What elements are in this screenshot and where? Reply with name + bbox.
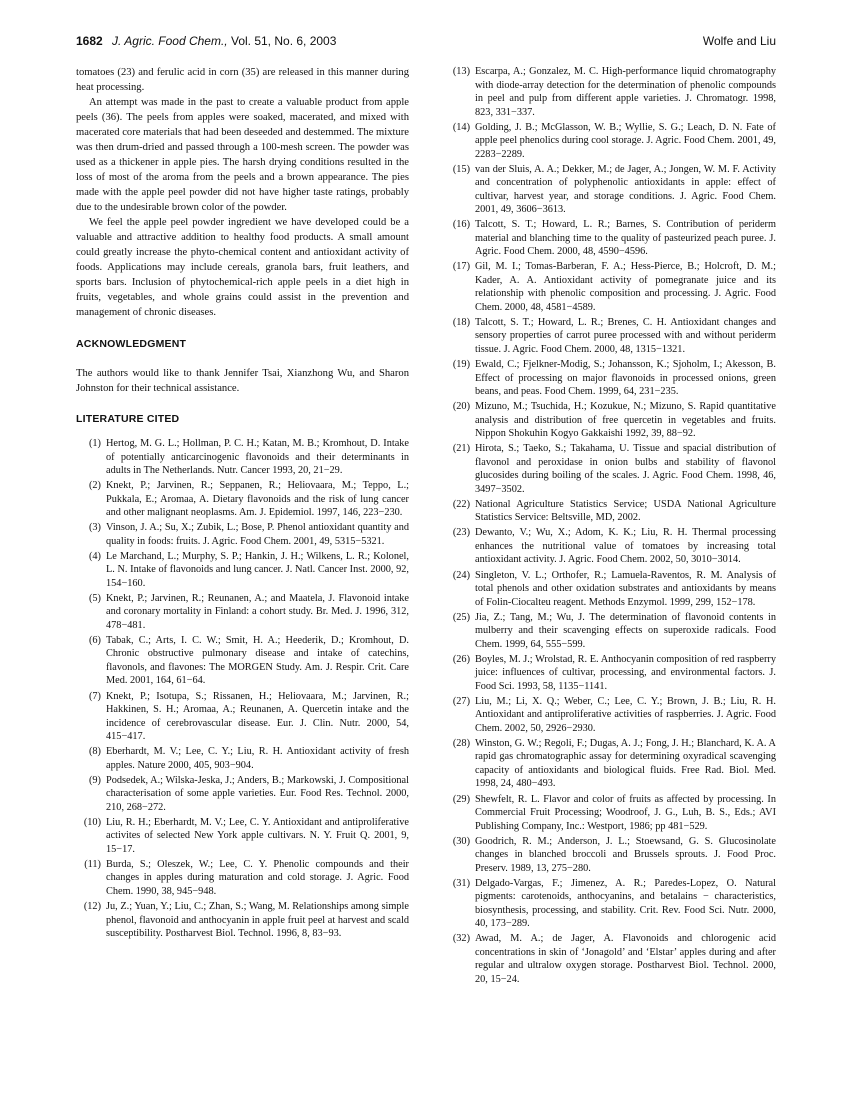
reference-item xyxy=(445,218,776,259)
literature-heading: LITERATURE CITED xyxy=(76,413,180,425)
reference-number: (12) xyxy=(83,901,101,913)
reference-number: (11) xyxy=(84,858,101,870)
reference-item xyxy=(76,690,409,744)
reference-item xyxy=(445,653,776,694)
reference-item xyxy=(445,316,776,357)
reference-text: van der Sluis, A. A.; Dekker, M.; de Jager, A.; Jongen, W. M. F. Activity and concentration of polyphenolic antioxidants in apple: effect of cultivar, harvest year, and storage conditions. J. Agric. Food Chem. 2001, 49, 3606−3613. xyxy=(475,163,776,216)
reference-text: Mizuno, M.; Tsuchida, H.; Kozukue, N.; Mizuno, S. Rapid quantitative analysis and distribution of free quercetin in vegetables and fruits. Nippon Shokuhin Kogyo Gakkaishi 1992, 39, 88−92. xyxy=(475,401,776,440)
reference-number: (1) xyxy=(88,438,101,449)
reference-list-right xyxy=(445,65,776,986)
reference-text: Liu, R. H.; Eberhardt, M. V.; Lee, C. Y. Antioxidant and antiproliferative activites of selected New York apple cultivars. N. Y. Fruit Q. 2001, 9, 15−17. xyxy=(106,816,409,855)
reference-text: National Agriculture Statistics Service; USDA National Agriculture Statistics Service: Beltsville, MD, 2002. xyxy=(475,498,776,524)
reference-item xyxy=(445,260,776,314)
reference-item xyxy=(445,358,776,399)
reference-number: (29) xyxy=(452,793,470,805)
reference-text: Vinson, J. A.; Su, X.; Zubik, L.; Bose, P. Phenol antioxidant quantity and quality in foods: fruits. J. Agric. Food Chem. 2001, 49, 5315−5321. xyxy=(106,522,409,547)
reference-number: (4) xyxy=(88,550,101,562)
reference-text: Golding, J. B.; McGlasson, W. B.; Wyllie, S. G.; Leach, D. N. Fate of apple peel phenolics during cool storage. J. Agric. Food Chem. 2001, 49, 2283−2289. xyxy=(475,121,776,160)
acknowledgment-heading: ACKNOWLEDGMENT xyxy=(76,338,187,350)
reference-number: (30) xyxy=(452,835,470,847)
reference-number: (26) xyxy=(452,653,470,665)
reference-item xyxy=(445,498,776,525)
header-authors: Wolfe and Liu xyxy=(702,34,776,48)
reference-number: (25) xyxy=(452,611,470,623)
reference-number: (14) xyxy=(452,121,470,133)
reference-item xyxy=(445,737,776,791)
left-column xyxy=(76,65,409,942)
reference-text: Goodrich, R. M.; Anderson, J. L.; Stoewsand, G. S. Glucosinolate changes in blanched broccoli and Brussels sprouts. J. Food Proc. Preserv. 1989, 13, 275−280. xyxy=(475,835,776,874)
reference-item xyxy=(76,479,409,520)
reference-number: (18) xyxy=(452,316,470,328)
reference-text: Jia, Z.; Tang, M.; Wu, J. The determination of flavonoid contents in mulberry and their scavenging effects on superoxide radicals. Food Chem. 1999, 64, 555−599. xyxy=(475,611,776,650)
reference-text: Awad, M. A.; de Jager, A. Flavonoids and chlorogenic acid concentrations in skin of ‘Jonagold’ and ‘Elstar’ apples during and after regular and ultralow oxygen storage. Postharvest Biol. Technol. 2000, 20, 15−24. xyxy=(475,933,776,985)
reference-number: (23) xyxy=(452,527,470,539)
reference-item xyxy=(76,900,409,941)
right-column xyxy=(445,65,776,988)
reference-item xyxy=(445,793,776,834)
reference-item xyxy=(76,437,409,478)
reference-text: Tabak, C.; Arts, I. C. W.; Smit, H. A.; Heederik, D.; Kromhout, D. Chronic obstructive pulmonary disease and intake of catechins, flavonols, and flavones: The MORGEN Study. Am. J. Respir. Crit. Care Med. 2001, 164, 61−64. xyxy=(106,634,409,687)
reference-number: (7) xyxy=(88,690,101,702)
reference-text: Hertog, M. G. L.; Hollman, P. C. H.; Katan, M. B.; Kromhout, D. Intake of potentially anticarcinogenic flavonoids and their determinants in adults in The Netherlands. Nutr. Cancer 1993, 20, 21−29. xyxy=(106,438,409,476)
reference-number: (32) xyxy=(452,933,470,945)
reference-item xyxy=(76,592,409,633)
reference-number: (15) xyxy=(452,163,470,175)
reference-text: Talcott, S. T.; Howard, L. R.; Brenes, C. H. Antioxidant changes and sensory properties of carrot puree processed with and without periderm tissue. J. Agric. Food Chem. 2000, 48, 1315−1321. xyxy=(475,316,776,355)
running-header xyxy=(76,34,776,54)
reference-text: Ju, Z.; Yuan, Y.; Liu, C.; Zhan, S.; Wang, M. Relationships among simple phenol, flavonoid and anthocyanin in apple fruit peel at harvest and scald susceptibility. Postharvest Biol. Technol. 1996, 8, 83−93. xyxy=(106,901,409,940)
reference-text: Hirota, S.; Taeko, S.; Takahama, U. Tissue and spacial distribution of flavonol and peroxidase in onion bulbs and stability of flavonol glucosides during boiling of the scales. J. Agric. Food Chem. 1998, 46, 3497−3502. xyxy=(475,443,776,495)
reference-item xyxy=(445,65,776,119)
page-number: 1682 xyxy=(76,34,103,48)
reference-number: (2) xyxy=(88,480,101,492)
reference-item xyxy=(445,121,776,162)
reference-text: Liu, M.; Li, X. Q.; Weber, C.; Lee, C. Y.; Brown, J. B.; Liu, R. H. Antioxidant and antiproliferative activities of raspberries. J. Agric. Food Chem. 2002, 50, 2926−2930. xyxy=(475,695,776,734)
reference-item xyxy=(445,400,776,441)
reference-number: (5) xyxy=(88,592,101,604)
reference-number: (10) xyxy=(83,816,101,828)
reference-text: Gil, M. I.; Tomas-Barberan, F. A.; Hess-Pierce, B.; Holcroft, D. M.; Kader, A. A. Antioxidant activity of pomegranate juice and its relationship with phenolic composition and processing. J. Agric. Food Chem. 2000, 48, 4581−4589. xyxy=(475,261,776,313)
reference-number: (16) xyxy=(452,219,470,231)
reference-number: (27) xyxy=(452,695,470,707)
reference-number: (13) xyxy=(452,66,470,77)
reference-number: (3) xyxy=(88,522,101,534)
reference-item xyxy=(76,858,409,899)
reference-item xyxy=(76,550,409,591)
reference-text: Delgado-Vargas, F.; Jimenez, A. R.; Paredes-Lopez, O. Natural pigments: carotenoids, anthocyanins, and betalains − characteristics, biosynthesis, processing, and stability. Crit. Rev. Food Sci. Nutr. 2000, 40, 173−289. xyxy=(475,877,776,930)
reference-item xyxy=(76,745,409,772)
reference-item xyxy=(445,526,776,567)
reference-text: Knekt, P.; Jarvinen, R.; Seppanen, R.; Heliovaara, M.; Teppo, L.; Pukkala, E.; Aromaa, A. Dietary flavonoids and the risk of lung cancer and other malignant neoplasms. Am. J. Epidemiol. 1997, 146, 223−230. xyxy=(106,480,409,519)
body-paragraph: tomatoes (23) and ferulic acid in corn (35) are released in this manner during heat processing. xyxy=(76,67,409,93)
reference-number: (17) xyxy=(452,261,470,273)
reference-item xyxy=(445,932,776,986)
reference-number: (9) xyxy=(88,774,101,786)
reference-item xyxy=(76,816,409,857)
reference-text: Dewanto, V.; Wu, X.; Adom, K. K.; Liu, R. H. Thermal processing enhances the nutritional value of tomatoes by increasing total antioxidant activity. J. Agric. Food Chem. 2002, 50, 3010−3014. xyxy=(475,527,776,566)
reference-item xyxy=(445,163,776,217)
reference-item xyxy=(445,442,776,496)
reference-text: Ewald, C.; Fjelkner-Modig, S.; Johansson, K.; Sjoholm, I.; Akesson, B. Effect of processing on major flavonoids in processed onions, green beans, and peas. Food Chem. 1999, 64, 231−235. xyxy=(475,359,776,398)
reference-text: Podsedek, A.; Wilska-Jeska, J.; Anders, B.; Markowski, J. Compositional characterisation of some apple varieties. Eur. Food Res. Technol. 2000, 210, 268−272. xyxy=(106,774,409,813)
reference-text: Le Marchand, L.; Murphy, S. P.; Hankin, J. H.; Wilkens, L. R.; Kolonel, L. N. Intake of flavonoids and lung cancer. J. Natl. Cancer Inst. 2000, 92, 154−160. xyxy=(106,550,409,589)
volume-info: Vol. 51, No. 6, 2003 xyxy=(230,34,337,48)
reference-item xyxy=(445,611,776,652)
reference-text: Eberhardt, M. V.; Lee, C. Y.; Liu, R. H. Antioxidant activity of fresh apples. Nature 2000, 405, 903−904. xyxy=(106,746,409,771)
reference-text: Burda, S.; Oleszek, W.; Lee, C. Y. Phenolic compounds and their changes in apples during maturation and cold storage. J. Agric. Food Chem. 1990, 38, 945−948. xyxy=(106,858,409,897)
reference-item xyxy=(445,695,776,736)
reference-text: Knekt, P.; Jarvinen, R.; Reunanen, A.; and Maatela, J. Flavonoid intake and coronary mortality in Finland: a cohort study. Br. Med. J. 1996, 312, 478−481. xyxy=(106,592,409,631)
reference-text: Escarpa, A.; Gonzalez, M. C. High-performance liquid chromatography with diode-array detection for the determination of phenolic compounds in peel and pulp from different apple varieties. J. Chromatogr. 1998, 823, 331−337. xyxy=(475,66,776,118)
reference-item xyxy=(76,634,409,688)
reference-number: (24) xyxy=(452,569,470,581)
journal-name: J. Agric. Food Chem., xyxy=(112,34,228,48)
reference-text: Knekt, P.; Isotupa, S.; Rissanen, H.; Heliovaara, M.; Jarvinen, R.; Hakkinen, S. H.; Aromaa, A.; Reunanen, A. Quercetin intake and the incidence of cerebrovascular disease. Eur. J. Clin. Nutr. 2000, 54, 415−417. xyxy=(106,690,409,743)
reference-text: Shewfelt, R. L. Flavor and color of fruits as affected by processing. In Commercial Fruit Processing; Woodroof, J. G., Luh, B. S., Eds.; AVI Publishing Company, Inc.: Westport, 1986; pp 481−529. xyxy=(475,793,776,832)
reference-number: (20) xyxy=(452,401,470,413)
body-paragraph: An attempt was made in the past to create a valuable product from apple peels (36). The peels from apples were soaked, macerated, and mixed with macerated core materials that had been deseeded and destemmed. The mixture was then drum-dried and passed through a 100-mesh screen. The powder was used as a thickener in apple pies. The harsh drying conditions resulted in the loss of most of the aroma from the peels and a brown appearance. The pies made with the apple peel powder did not have higher taste ratings, probably due to the undesirable brown color of the powder. xyxy=(76,97,409,213)
reference-text: Singleton, V. L.; Orthofer, R.; Lamuela-Raventos, R. M. Analysis of total phenols and other oxidation substrates and antioxidants by means of Folin-Ciocalteu reagent. Methods Enzymol. 1999, 299, 152−178. xyxy=(475,569,776,608)
reference-number: (6) xyxy=(88,634,101,646)
reference-text: Winston, G. W.; Regoli, F.; Dugas, A. J.; Fong, J. H.; Blanchard, K. A. A rapid gas chromatographic assay for determining oxyradical scavenging capacity of antioxidants and biological fluids. Free Rad. Biol. Med. 1998, 24, 480−493. xyxy=(475,737,776,790)
reference-list-left xyxy=(76,437,409,941)
reference-number: (8) xyxy=(88,746,101,758)
reference-number: (19) xyxy=(452,359,470,371)
reference-item xyxy=(445,835,776,876)
reference-item xyxy=(76,521,409,548)
reference-number: (22) xyxy=(452,498,470,510)
reference-text: Talcott, S. T.; Howard, L. R.; Barnes, S. Contribution of periderm material and blanching time to the quality of pasteurized peach puree. J. Agric. Food Chem. 2000, 48, 4590−4596. xyxy=(475,219,776,258)
reference-number: (21) xyxy=(452,443,470,455)
reference-item xyxy=(76,774,409,815)
body-paragraph: We feel the apple peel powder ingredient we have developed could be a valuable and attractive addition to healthy food products. A small amount could greatly increase the phyto-chemical content and antioxidant activity of foods. Applications may include cereals, granola bars, fruit leathers, and sports bars. Inclusion of phytochemical-rich apple peels in a diet high in fruits, vegetables, and whole grains could assist in the prevention and management of chronic diseases. xyxy=(76,217,409,318)
reference-item xyxy=(445,569,776,610)
reference-number: (28) xyxy=(452,737,470,749)
reference-item xyxy=(445,877,776,931)
acknowledgment-text: The authors would like to thank Jennifer Tsai, Xianzhong Wu, and Sharon Johnston for their technical assistance. xyxy=(76,368,409,394)
reference-text: Boyles, M. J.; Wrolstad, R. E. Anthocyanin composition of red raspberry juice: influences of cultivar, processing, and environmental factors. J. Food Sci. 1993, 58, 1135−1141. xyxy=(475,653,776,692)
reference-number: (31) xyxy=(452,877,470,889)
